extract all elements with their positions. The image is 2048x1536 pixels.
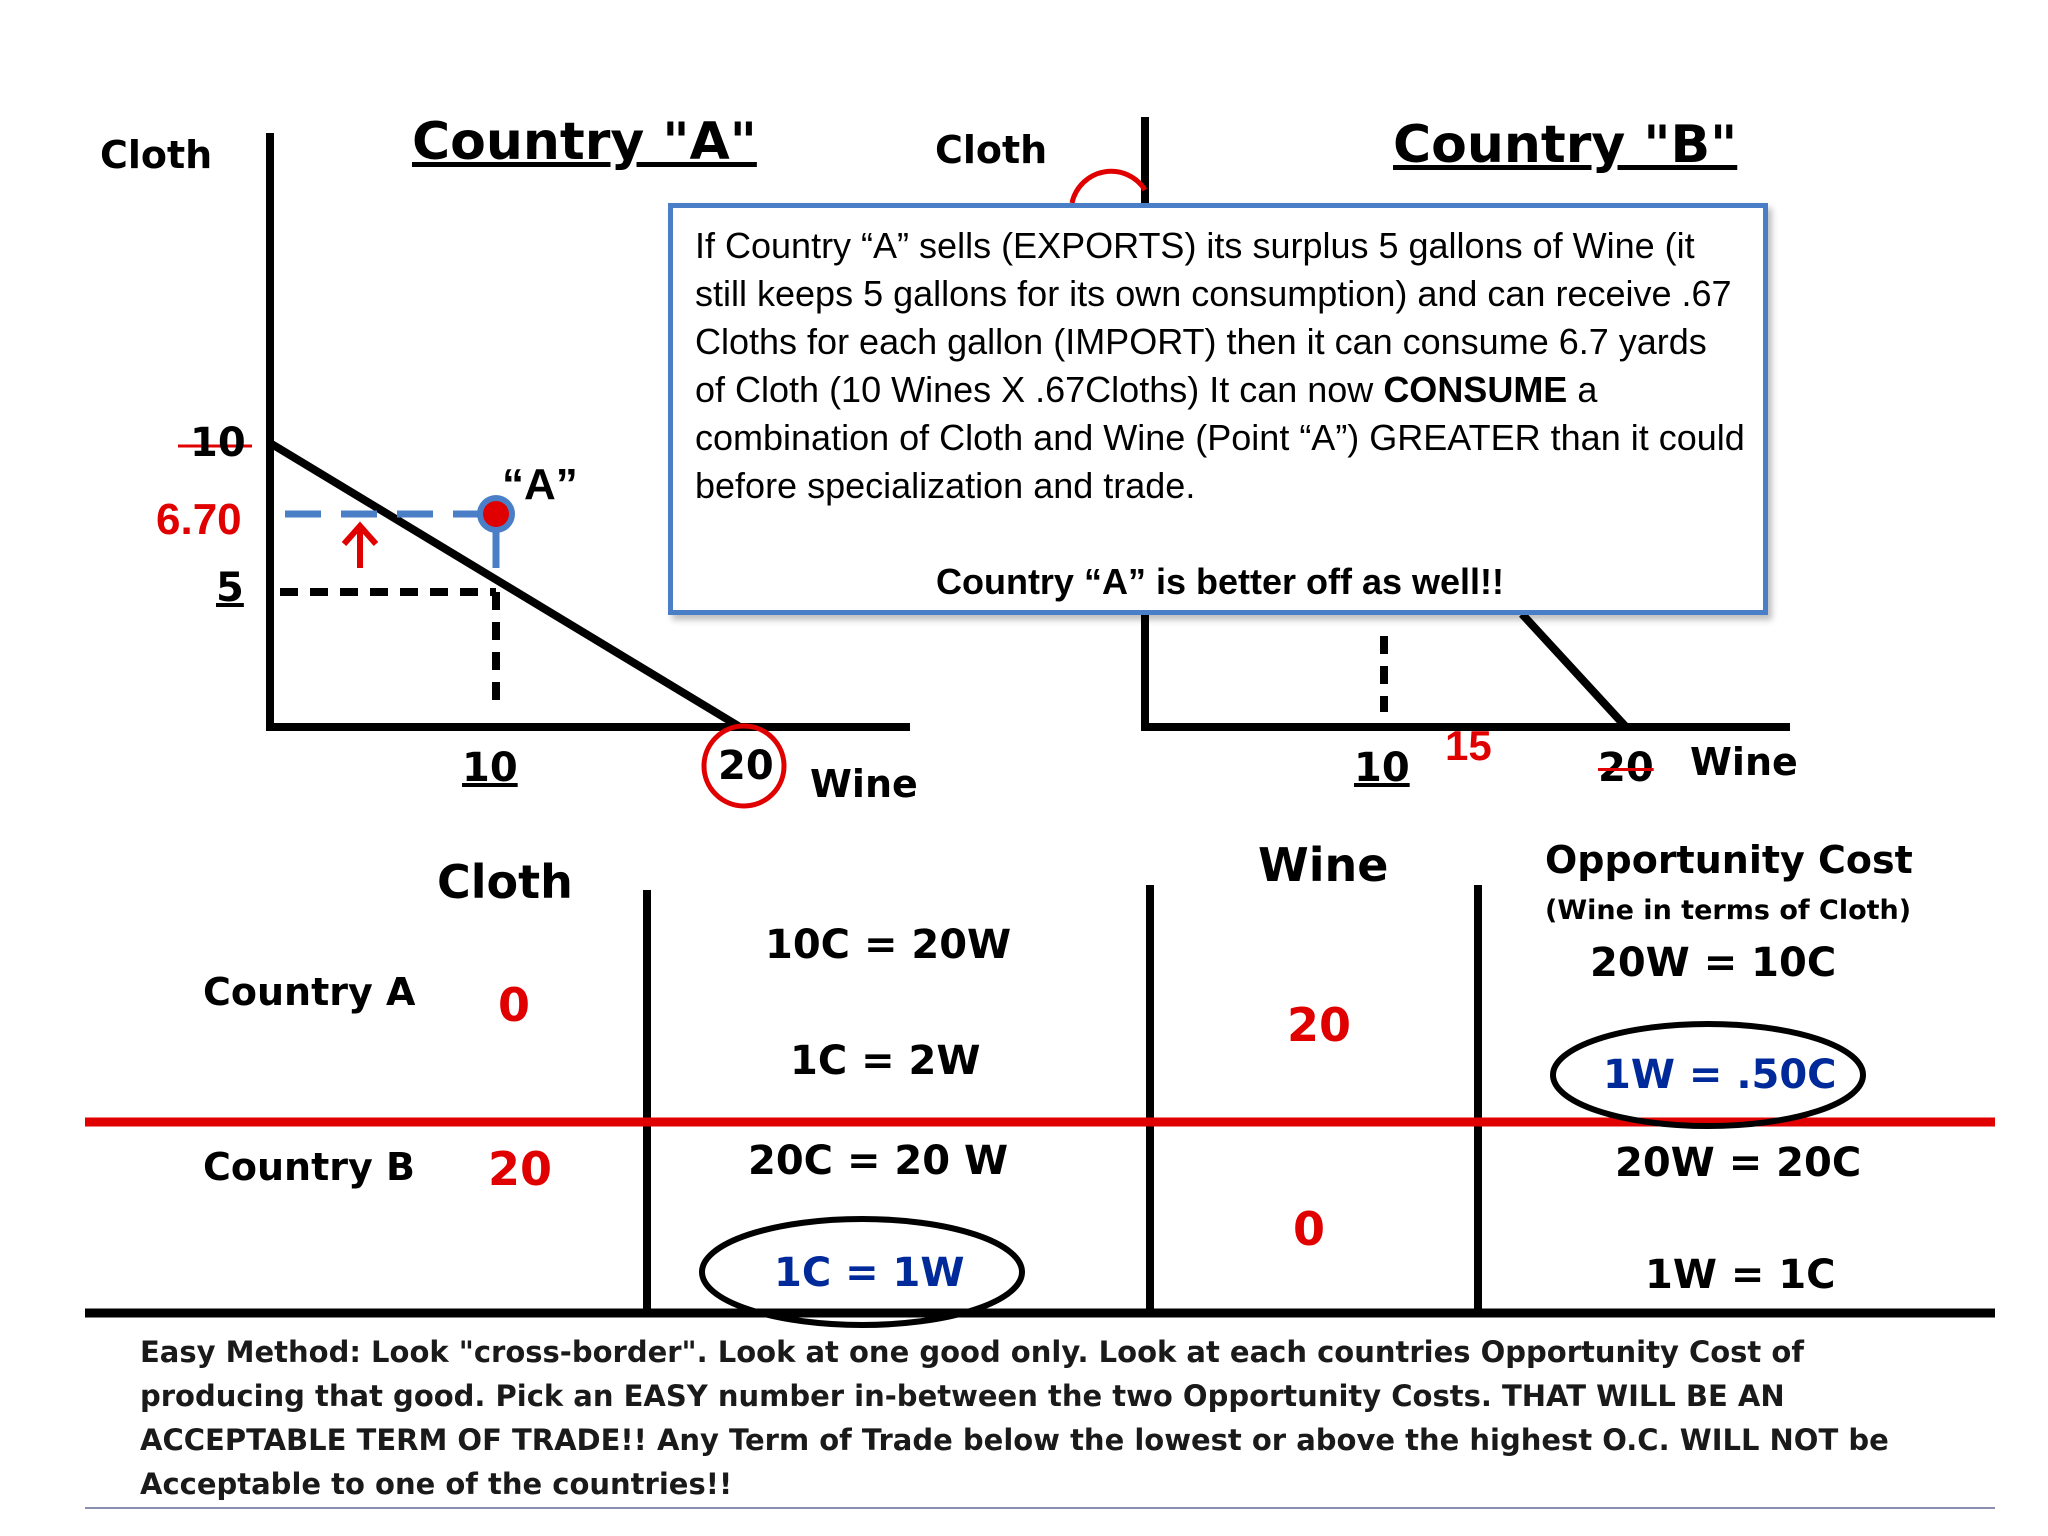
row-b-cloth-value: 20 (488, 1142, 553, 1196)
row-a-country: Country A (203, 970, 416, 1014)
row-b-wine-value: 0 (1293, 1202, 1326, 1256)
graph-b-ppf-line (1522, 614, 1626, 727)
row-b-eq1: 20C = 20 W (748, 1138, 1009, 1184)
info-text-bold: CONSUME (1383, 369, 1568, 410)
graph-b-x-label: Wine (1690, 740, 1798, 784)
table-header-wine: Wine (1258, 838, 1389, 892)
row-a-oc1: 20W = 10C (1590, 940, 1837, 986)
table-header-cloth: Cloth (437, 855, 573, 909)
graph-b-x-tick-15: 15 (1445, 722, 1492, 769)
info-text (695, 222, 1745, 510)
row-a-cloth-value: 0 (498, 978, 531, 1032)
graph-b-title: Country "B" (1393, 115, 1738, 175)
graph-b-y-label: Cloth (935, 128, 1048, 172)
graph-a-x-tick-20: 20 (718, 743, 774, 789)
table-header-opp-cost: Opportunity Cost (1545, 838, 1913, 882)
graph-a-y-tick-6-70: 6.70 (156, 495, 242, 544)
point-a-label: “A” (502, 460, 578, 509)
graph-b-red-arc (1072, 171, 1145, 203)
row-b-oc1: 20W = 20C (1615, 1140, 1862, 1186)
row-a-oc2: 1W = .50C (1603, 1052, 1837, 1098)
row-a-eq2: 1C = 2W (790, 1038, 981, 1084)
info-text-before: If Country “A” sells (EXPORTS) its surplus 5 gallons of Wine (it still keeps 5 gallons for its own consumption) and can receive .67 Cloths for each gallon (IMPORT) then it can consume 6.7 yards of Cloth (10 Wines X .67Cloths) It can now (695, 225, 1732, 410)
graph-a-x-tick-10: 10 (462, 745, 518, 791)
row-a-wine-value: 20 (1287, 998, 1352, 1052)
graph-b-x-tick-20: 20 (1598, 745, 1654, 791)
row-a-eq1: 10C = 20W (765, 922, 1012, 968)
graph-a-y-tick-5: 5 (216, 565, 244, 611)
graph-a-title: Country "A" (412, 112, 757, 172)
graph-b-x-tick-10: 10 (1354, 745, 1410, 791)
info-conclusion: Country “A” is better off as well!! (935, 561, 1505, 602)
table-header-opp-cost-sub: (Wine in terms of Cloth) (1545, 895, 1912, 926)
graph-a-y-tick-10: 10 (190, 420, 246, 466)
graph-a-y-label: Cloth (100, 133, 213, 177)
row-b-eq2: 1C = 1W (774, 1250, 965, 1296)
footer-easy-method: Easy Method: Look "cross-border". Look at one good only. Look at each countries Opportunity Cost of producing that good. Pick an EASY number in-between the two Opportunity Costs. THAT WILL BE AN ACCEPTABLE TERM OF TRADE!! Any Term of Trade below the lowest or above the highest O.C. WILL NOT be Acceptable to one of the countries!! (140, 1335, 1889, 1501)
row-b-country: Country B (203, 1145, 415, 1189)
row-b-oc2: 1W = 1C (1645, 1252, 1836, 1298)
graph-a-x-label: Wine (810, 762, 918, 806)
info-text-after: a combination of Cloth and Wine (Point “A”) GREATER than it could before specialization and trade. (695, 369, 1745, 506)
info-callout-box (668, 203, 1768, 615)
